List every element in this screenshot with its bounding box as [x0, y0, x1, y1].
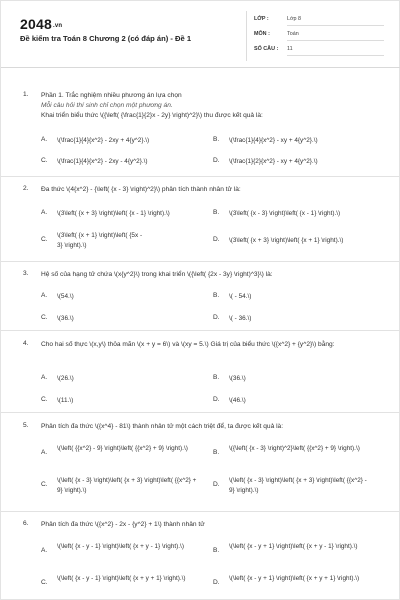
meta-value: Toán — [287, 31, 299, 37]
meta-line — [287, 55, 384, 56]
option-letter: D. — [213, 481, 220, 488]
option-text: \(\left( {x - y + 1} \right)\left( {x + y - 1} \right).\) — [229, 543, 358, 550]
meta-row-count — [254, 46, 384, 58]
question-divider — [1, 261, 400, 262]
option-text: \(36.\) — [57, 315, 74, 322]
question-text: Phân tích đa thức \({x^4} - 81\) thành nhân tử một cách triệt để, ta được kết quả là: — [41, 423, 284, 430]
part-title: Phần 1. Trắc nghiệm nhiều phương án lựa chọn — [41, 92, 182, 99]
question-number: 3. — [23, 270, 29, 277]
option-text: \(\left( {{x^2} - 9} \right)\left( {{x^2} + 9} \right).\) — [57, 445, 188, 452]
option-letter: C. — [41, 236, 48, 243]
meta-row-class — [254, 16, 384, 28]
option-text: \(\frac{1}{4}{x^2} - 2xy + 4{y^2}.\) — [57, 137, 150, 144]
option-text: \(\left( {x - y - 1} \right)\left( {x + y + 1} \right).\) — [57, 575, 186, 582]
option-text: \(46.\) — [229, 397, 246, 404]
meta-value: Lớp 8 — [287, 16, 302, 22]
option-letter: D. — [213, 314, 220, 321]
option-letter: B. — [213, 374, 220, 381]
question-divider — [1, 330, 400, 331]
doc-title: Đề kiểm tra Toán 8 Chương 2 (có đáp án) - Đề 1 — [20, 34, 192, 43]
option-letter: A. — [41, 449, 48, 456]
question-number: 1. — [23, 91, 29, 98]
question-number: 6. — [23, 520, 29, 527]
option-text: \(\left( {x - y + 1} \right)\left( {x + y + 1} \right).\) — [229, 575, 360, 582]
question-divider — [1, 412, 400, 413]
meta-row-subject — [254, 31, 384, 43]
option-letter: A. — [41, 547, 48, 554]
option-text: \({\left( {x - 3} \right)^2}\left( {{x^2} + 9} \right).\) — [229, 445, 360, 452]
part-note: Mỗi câu hỏi thí sinh chỉ chọn một phương án. — [41, 102, 173, 109]
option-text: \(\frac{1}{4}{x^2} - 2xy - 4{y^2}.\) — [57, 158, 148, 165]
logo-suffix: .vn — [52, 23, 63, 29]
question-text: Đa thức \(4{x^2} - {\left( {x - 3} \right)^2}\) phân tích thành nhân tử là: — [41, 186, 241, 193]
option-text: \(11.\) — [57, 397, 74, 404]
question-text: Phân tích đa thức \({x^2} - 2x - {y^2} + 1\) thành nhân tử — [41, 521, 205, 528]
meta-value: 11 — [287, 46, 293, 52]
option-text: \( - 36.\) — [229, 315, 252, 322]
logo-text: 2048 — [20, 16, 52, 32]
question-number: 4. — [23, 340, 29, 347]
question-text: Khai triển biểu thức \({\left( {\frac{1}{2}x - 2y} \right)^2}\) thu được kết quả là: — [41, 112, 263, 119]
option-text: \(\frac{1}{2}{x^2} - xy + 4{y^2}.\) — [229, 158, 318, 165]
question-number: 5. — [23, 422, 29, 429]
meta-line — [287, 40, 384, 41]
option-text: \(54.\) — [57, 293, 74, 300]
meta-label: LỚP : — [254, 16, 269, 22]
option-letter: B. — [213, 449, 220, 456]
option-letter: A. — [41, 136, 48, 143]
option-text: \(36.\) — [229, 375, 246, 382]
option-letter: B. — [213, 209, 220, 216]
meta-label: MÔN : — [254, 31, 270, 37]
option-text: \(\left( {x - 3} \right)\left( {x + 3} \right)\left( {{x^2} + 9} \right).\) — [57, 477, 197, 494]
option-letter: D. — [213, 579, 220, 586]
meta-divider — [246, 11, 247, 61]
header — [1, 1, 400, 68]
option-text: \(\frac{1}{4}{x^2} - xy + 4{y^2}.\) — [229, 137, 318, 144]
meta-label: SỐ CÂU : — [254, 46, 279, 52]
option-letter: B. — [213, 136, 220, 143]
option-letter: C. — [41, 579, 48, 586]
site-logo[interactable] — [20, 16, 62, 32]
option-text: \(3\left( {x + 1} \right)\left( {5x - 3} \right).\) — [57, 232, 143, 249]
option-letter: A. — [41, 292, 48, 299]
option-letter: D. — [213, 236, 220, 243]
option-text: \(3\left( {x + 3} \right)\left( {x - 1} \right).\) — [57, 210, 170, 217]
option-letter: B. — [213, 547, 220, 554]
question-divider — [1, 511, 400, 512]
question-text: Hệ số của hạng tử chứa \(x{y^2}\) trong khai triển \({\left( {2x - 3y} \right)^3}\) là: — [41, 271, 273, 278]
meta-line — [287, 25, 384, 26]
question-divider — [1, 176, 400, 177]
question-text: Cho hai số thực \(x,y\) thỏa mãn \(x + y = 6\) và \(xy = 5.\) Giá trị của biểu thức \({x^2} + {y^2}\) bằng: — [41, 341, 335, 348]
option-text: \(\left( {x - y - 1} \right)\left( {x + y - 1} \right).\) — [57, 543, 184, 550]
option-text: \(26.\) — [57, 375, 74, 382]
option-letter: B. — [213, 292, 220, 299]
option-text: \(\left( {x - 3} \right)\left( {x + 3} \right)\left( {{x^2} - 9} \right).\) — [229, 477, 367, 494]
option-letter: C. — [41, 157, 48, 164]
option-letter: A. — [41, 209, 48, 216]
option-text: \(3\left( {x - 3} \right)\left( {x - 1} \right).\) — [229, 210, 341, 217]
option-letter: C. — [41, 396, 48, 403]
question-number: 2. — [23, 185, 29, 192]
option-letter: D. — [213, 157, 220, 164]
option-letter: A. — [41, 374, 48, 381]
option-letter: C. — [41, 314, 48, 321]
option-text: \(3\left( {x + 3} \right)\left( {x + 1} \right).\) — [229, 237, 344, 244]
option-letter: C. — [41, 481, 48, 488]
option-text: \( - 54.\) — [229, 293, 252, 300]
option-letter: D. — [213, 396, 220, 403]
